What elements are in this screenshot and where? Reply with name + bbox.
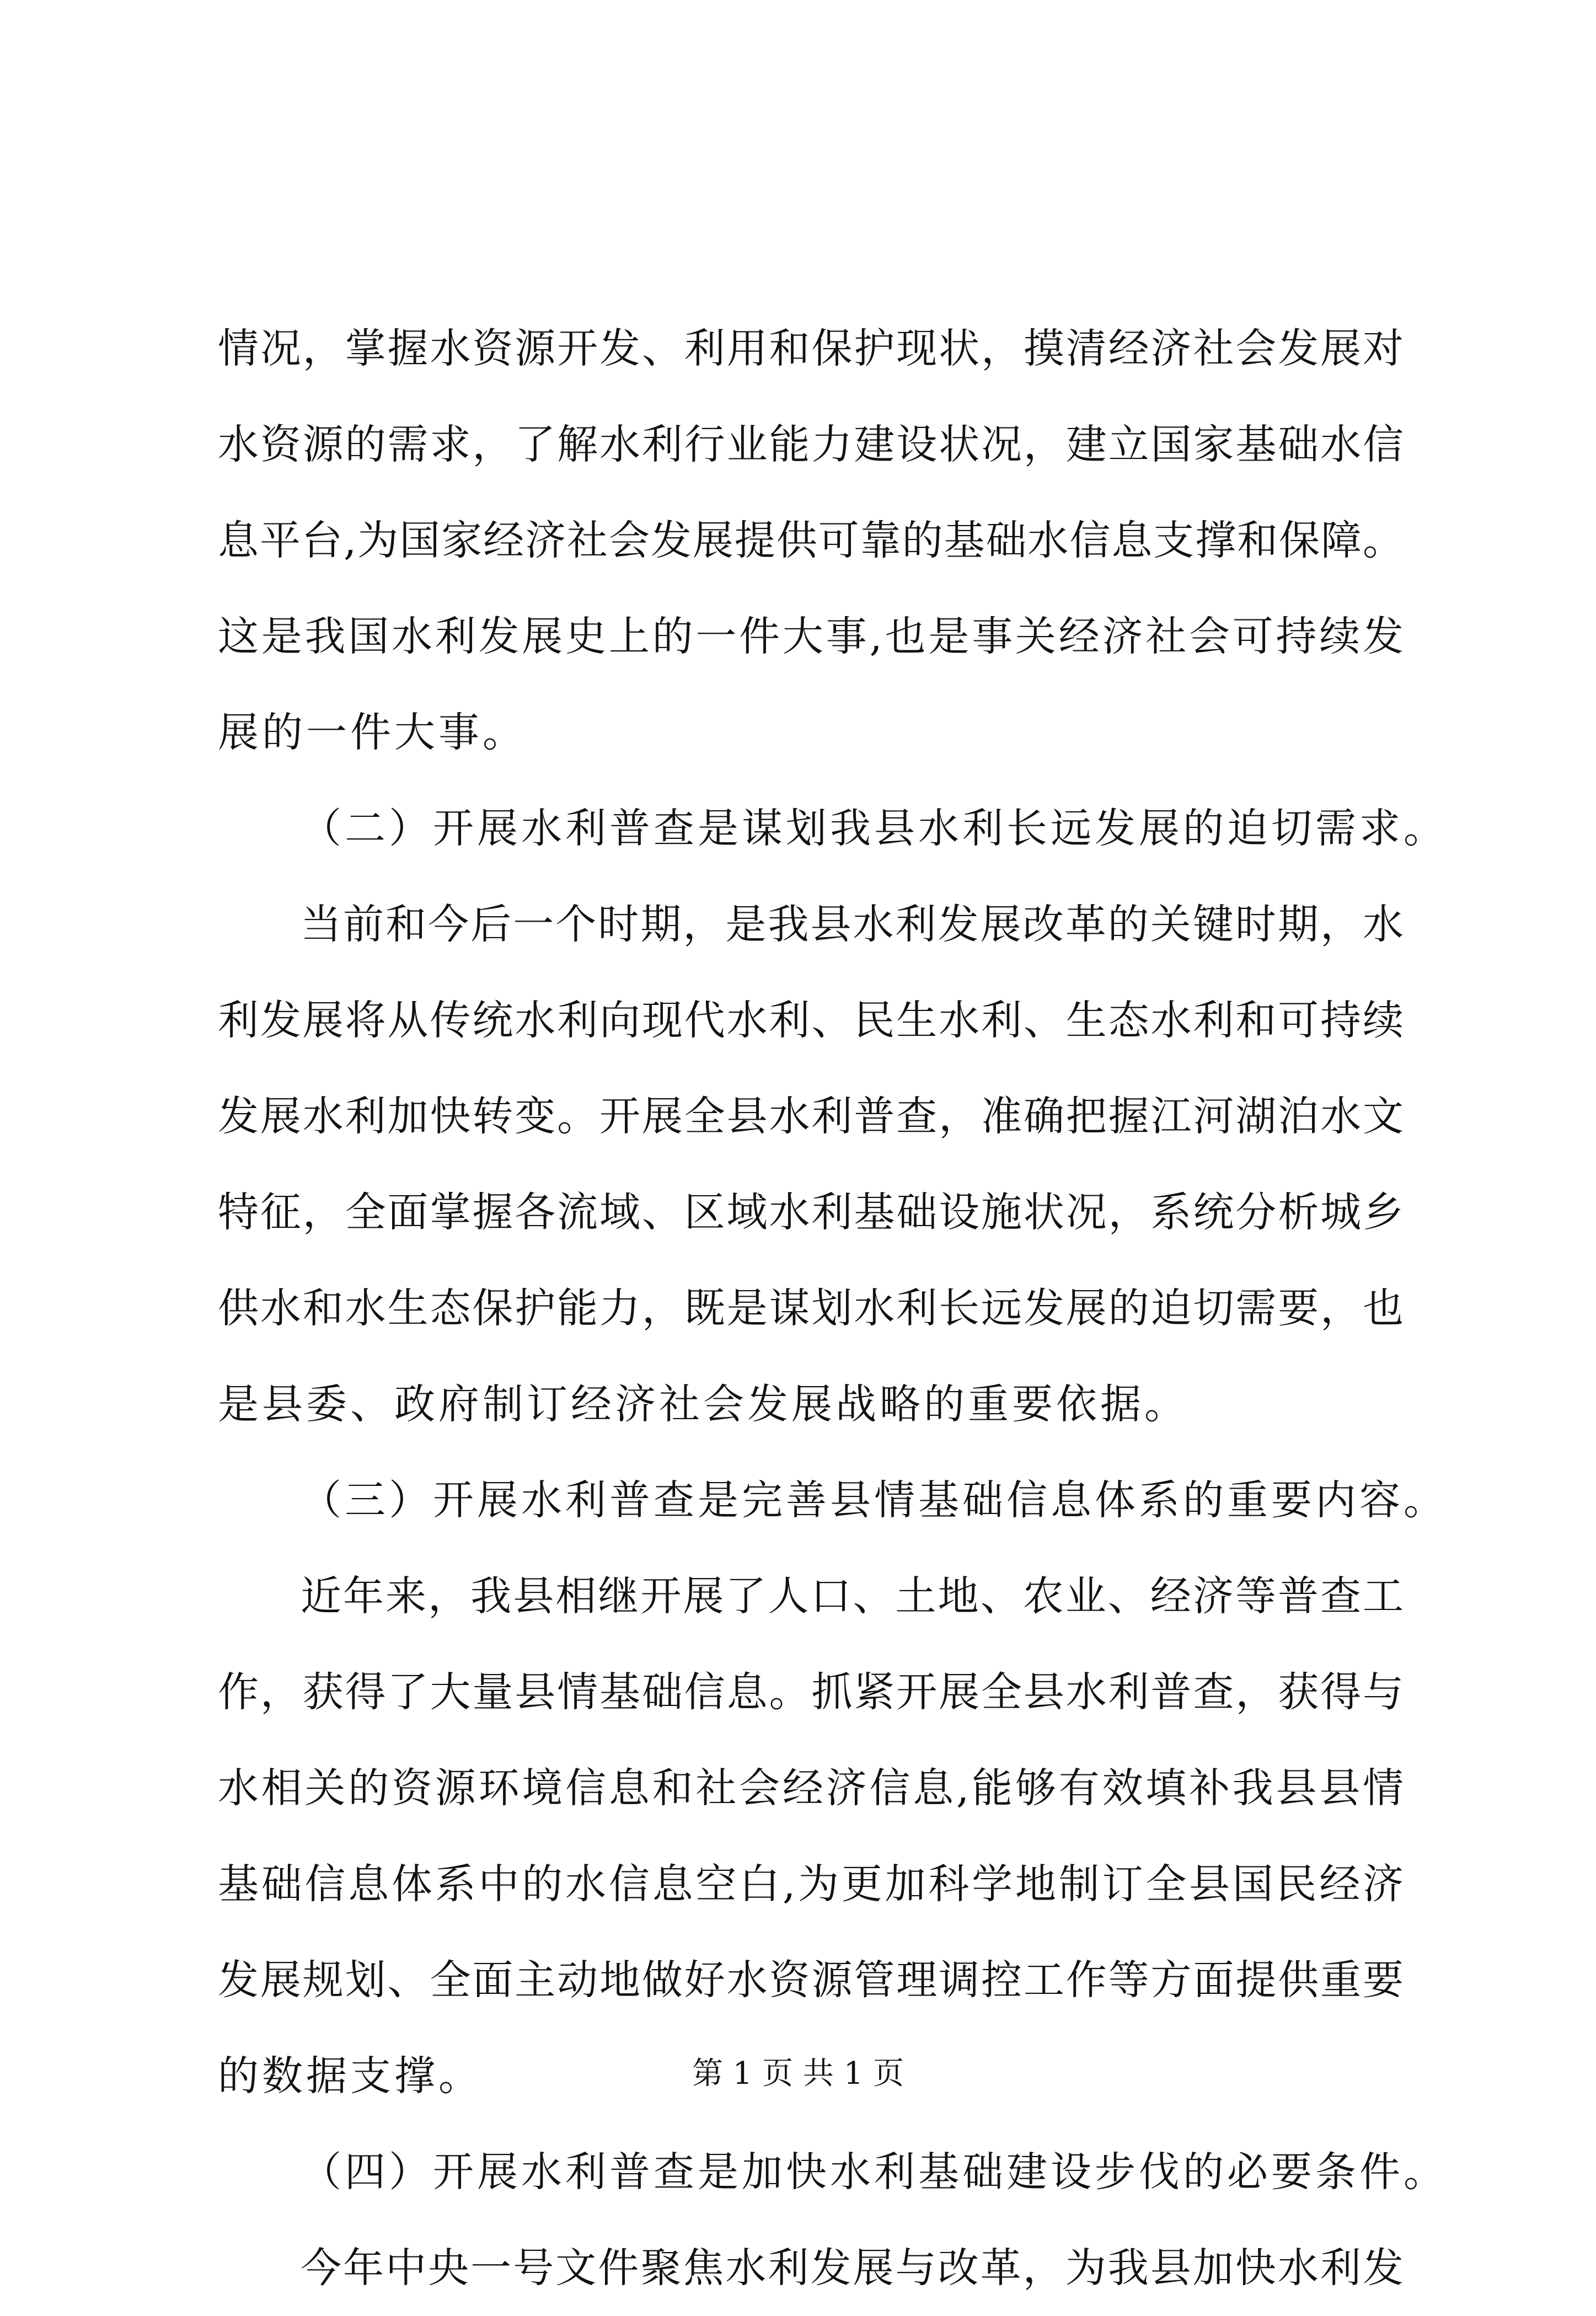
body-line: 特征，全面掌握各流域、区域水利基础设施状况，系统分析城乡 <box>218 1189 1404 1236</box>
body-line: 水资源的需求，了解水利行业能力建设状况，建立国家基础水信 <box>218 421 1404 468</box>
body-line: 近年来，我县相继开展了人口、土地、农业、经济等普查工 <box>301 1572 1404 1620</box>
body-line: 当前和今后一个时期，是我县水利发展改革的关键时期，水 <box>301 901 1404 948</box>
body-line: 水相关的资源环境信息和社会经济信息,能够有效填补我县县情 <box>218 1764 1404 1812</box>
body-line: 利发展将从传统水利向现代水利、民生水利、生态水利和可持续 <box>218 997 1404 1044</box>
body-line: 作，获得了大量县情基础信息。抓紧开展全县水利普查，获得与 <box>218 1668 1404 1716</box>
body-line: 基础信息体系中的水信息空白,为更加科学地制订全县国民经济 <box>218 1860 1404 1908</box>
body-line: 息平台,为国家经济社会发展提供可靠的基础水信息支撑和保障。 <box>218 517 1404 564</box>
body-line: 展的一件大事。 <box>218 709 527 756</box>
body-line: 今年中央一号文件聚焦水利发展与改革，为我县加快水利发 <box>301 2244 1404 2292</box>
document-body <box>218 301 1448 2316</box>
section-heading: （三）开展水利普查是完善县情基础信息体系的重要内容。 <box>301 1477 1448 1524</box>
page-number-footer: 第 1 页 共 1 页 <box>692 2056 904 2092</box>
section-heading: （四）开展水利普查是加快水利基础建设步伐的必要条件。 <box>301 2148 1448 2196</box>
body-line: 这是我国水利发展史上的一件大事,也是事关经济社会可持续发 <box>218 613 1404 660</box>
body-line: 的数据支撑。 <box>218 2052 483 2100</box>
section-heading: （二）开展水利普查是谋划我县水利长远发展的迫切需求。 <box>301 805 1448 852</box>
body-line: 发展规划、全面主动地做好水资源管理调控工作等方面提供重要 <box>218 1956 1404 2004</box>
body-line: 是县委、政府制订经济社会发展战略的重要依据。 <box>218 1381 1188 1428</box>
body-line: 发展水利加快转变。开展全县水利普查，准确把握江河湖泊水文 <box>218 1093 1404 1140</box>
body-line: 情况，掌握水资源开发、利用和保护现状，摸清经济社会发展对 <box>218 325 1404 372</box>
body-line: 供水和水生态保护能力，既是谋划水利长远发展的迫切需要，也 <box>218 1285 1404 1332</box>
